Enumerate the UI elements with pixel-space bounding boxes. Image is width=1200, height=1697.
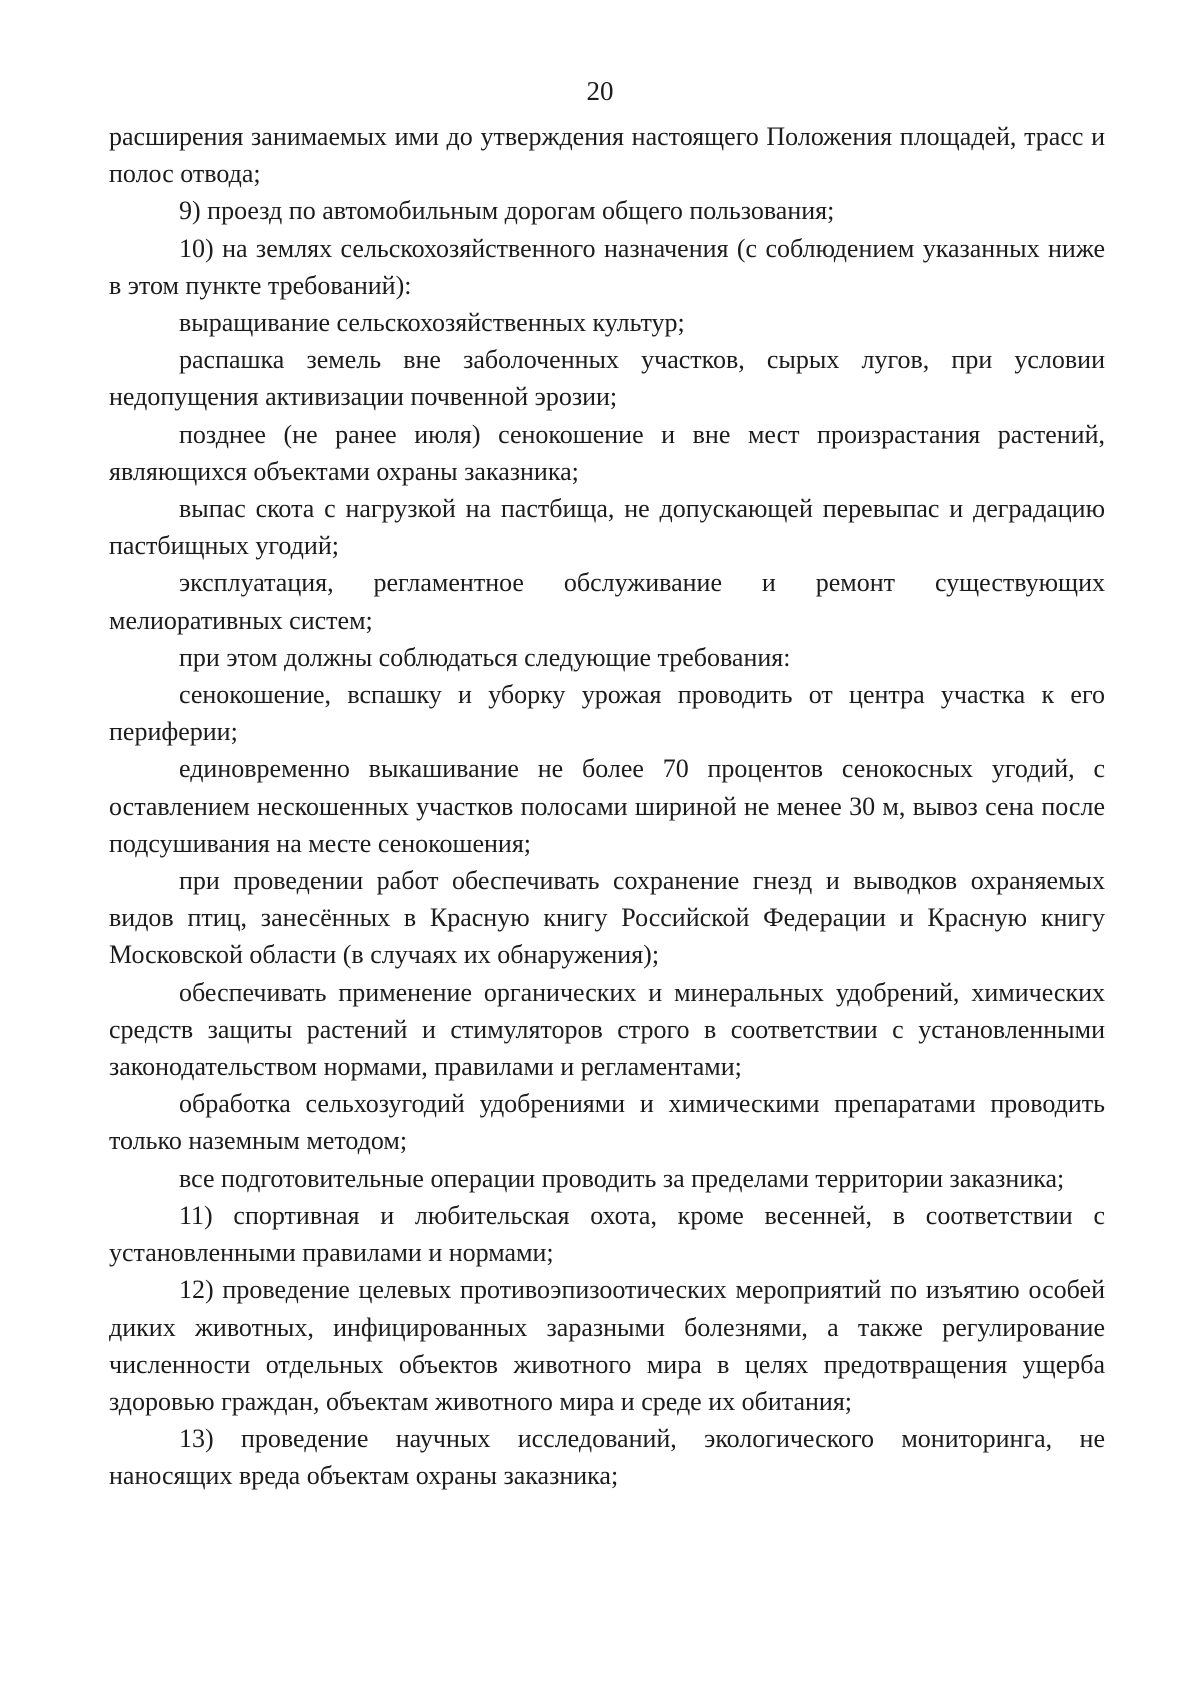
paragraph: при этом должны соблюдаться следующие требования: (179, 642, 791, 672)
paragraph: распашка земель вне заболоченных участков, сырых лугов, при условии недопущения активизации почвенной эрозии; (109, 345, 1105, 412)
list-item: 9) проезд по автомобильным дорогам общего пользования; (179, 196, 835, 226)
document-body (109, 118, 1105, 1495)
paragraph: позднее (не ранее июля) сенокошение и вне мест произрастания растений, являющихся объектами охраны заказника; (109, 419, 1105, 486)
paragraph: выпас скота с нагрузкой на пастбища, не допускающей перевыпас и деградацию пастбищных угодий; (109, 494, 1105, 561)
list-item: 11) спортивная и любительская охота, кроме весенней, в соответствии с установленными правилами и нормами; (109, 1200, 1105, 1268)
paragraph: при проведении работ обеспечивать сохранение гнезд и выводков охраняемых видов птиц, занесённых в Красную книгу Российской Федерации и Красную книгу Московской области (в случаях их обнаружения); (109, 866, 1105, 970)
paragraph: эксплуатация, регламентное обслуживание и ремонт существующих мелиоративных систем; (109, 568, 1105, 635)
paragraph: выращивание сельскохозяйственных культур; (179, 308, 685, 338)
paragraph: сенокошение, вспашку и уборку урожая проводить от центра участка к его периферии; (109, 680, 1105, 747)
paragraph: обработка сельхозугодий удобрениями и химическими препаратами проводить только наземным методом; (109, 1089, 1105, 1156)
page-number: 20 (586, 76, 614, 106)
paragraph: единовременно выкашивание не более 70 процентов сенокосных угодий, с оставлением нескошенных участков полосами шириной не менее 30 м, вывоз сена после подсушивания на месте сенокошения; (109, 754, 1105, 858)
list-item: 10) на землях сельскохозяйственного назначения (с соблюдением указанных ниже в этом пункте требований): (109, 233, 1105, 300)
list-item: 13) проведение научных исследований, экологического мониторинга, не наносящих вреда объектам охраны заказника; (109, 1424, 1105, 1491)
paragraph: все подготовительные операции проводить за пределами территории заказника; (179, 1163, 1065, 1193)
paragraph: расширения занимаемых ими до утверждения настоящего Положения площадей, трасс и полос отвода; (109, 122, 1105, 189)
paragraph: обеспечивать применение органических и минеральных удобрений, химических средств защиты растений и стимуляторов строго в соответствии с установленными законодательством нормами, правилами и регламентами; (109, 977, 1105, 1082)
list-item: 12) проведение целевых противоэпизоотических мероприятий по изъятию особей диких животных, инфицированных заразными болезнями, а также регулирование численности отдельных объектов животного мира в целях предотвращения ущерба здоровью граждан, объектам животного мира и среде их обитания; (109, 1275, 1105, 1416)
